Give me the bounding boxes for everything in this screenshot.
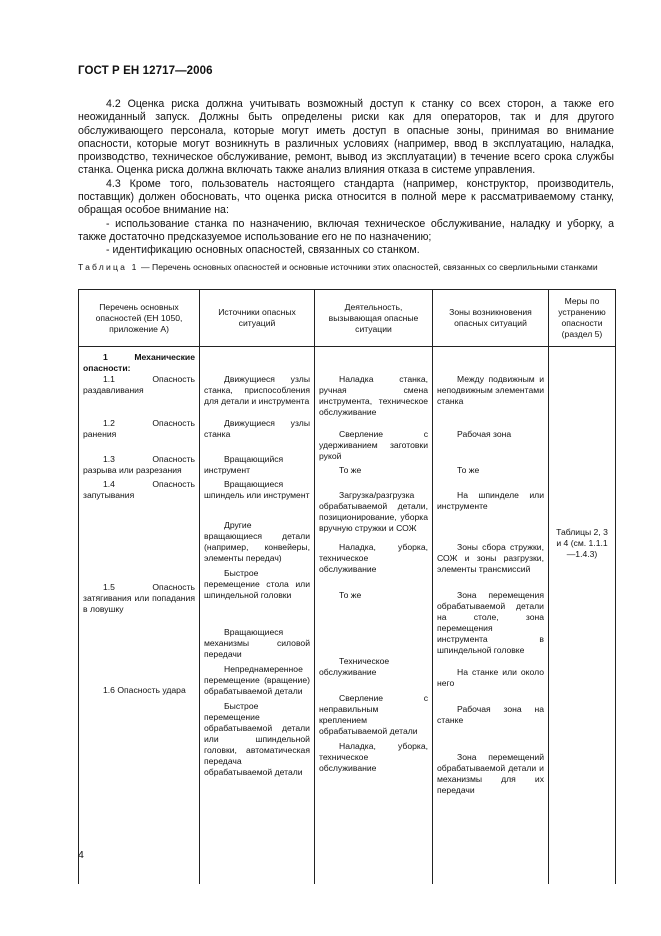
column-header: Перечень основных опасностей (ЕН 1050, приложение А)	[79, 290, 200, 347]
column-header: Источники опасных ситуаций	[200, 290, 315, 347]
hazards-table	[78, 289, 616, 884]
paragraph-4-3: 4.3 Кроме того, пользователь настоящего стандарта (например, конструктор, производитель, поставщик) должен обосновать, что оценка риска относится в полной мере к рассматриваемому станку, обращая особое внимание на:	[78, 177, 614, 217]
activity-item: Сверление с удерживанием заготовки рукой	[319, 429, 428, 461]
zone-item: Рабочая зона	[457, 429, 512, 439]
hazard-item: 1.1 Опасность раздавливания	[83, 374, 195, 395]
source-item: Вращающиеся механизмы силовой передачи	[204, 627, 310, 659]
source-item: Вращающиеся шпиндель или инструмент	[204, 479, 310, 500]
hazard-item: 1.6 Опасность удара	[103, 685, 186, 695]
bullet-item: - идентификацию основных опасностей, связанных со станком.	[106, 244, 420, 257]
source-item: Движущиеся узлы станка, приспособления для детали и инструмента	[204, 374, 310, 406]
zone-item: Зоны сбора стружки, СОЖ и зоны разгрузки, элементы трансмиссий	[437, 542, 544, 574]
hazard-item: 1.2 Опасность ранения	[83, 418, 195, 439]
zone-item: На станке или около него	[437, 667, 544, 688]
source-item: Вращающийся инструмент	[204, 454, 284, 475]
activity-item: То же	[339, 465, 362, 475]
activity-item: Наладка, уборка, техническое обслуживание	[319, 542, 428, 574]
sources-cell	[200, 347, 315, 885]
zone-item: То же	[457, 465, 480, 475]
paragraph-4-2: 4.2 Оценка риска должна учитывать возможный доступ к станку со всех сторон, а также его неожиданный запуск. Должны быть определены риски как для операторов, так и для другого обслуживающего персонала, которые могут иметь доступ в опасные зоны, принимая во внимание опасности, которые могут возникнуть в различных условиях (например, ввод в эксплуатацию, наладка, производство, техническое обслуживание, ремонт, вывод из эксплуатации) в течение всего срока службы станка. Оценка риска должна включать также анализ влияния отказа в системе управления.	[78, 98, 614, 177]
activity-item: Техническое обслуживание	[319, 656, 390, 677]
body-text	[78, 98, 614, 258]
zone-item: На шпинделе или инструменте	[437, 490, 544, 511]
measures-cell	[549, 347, 616, 885]
zone-item: Между подвижным и неподвижным элементами станка	[437, 374, 544, 406]
column-header: Меры по устранению опасности (раздел 5)	[549, 290, 616, 347]
hazard-list-cell	[79, 347, 200, 885]
table-caption	[78, 262, 614, 273]
table-header-row	[79, 290, 616, 347]
table-caption-label: Таблица 1	[78, 262, 139, 272]
column-header: Деятельность, вызывающая опасные ситуации	[315, 290, 433, 347]
document-header: ГОСТ Р ЕН 12717—2006	[78, 65, 213, 77]
group-title: 1 Механические опасности:	[83, 352, 195, 373]
table-caption-text: — Перечень основных опасностей и основные источники этих опасностей, связанных со сверлильными станками	[138, 262, 598, 272]
source-item: Другие вращающиеся детали (например, конвейеры, элементы передач)	[204, 520, 310, 563]
activities-cell	[315, 347, 433, 885]
bullet-item: - использование станка по назначению, включая техническое обслуживание, наладку и уборку, а также достаточно предсказуемое использование его не по назначению;	[78, 217, 614, 243]
activity-item: Загрузка/разгрузка обрабатываемой детали, позиционирование, уборка вручную стружки и СОЖ	[319, 490, 428, 533]
activity-item: Наладка станка, ручная смена инструмента, техническое обслуживание	[319, 374, 428, 417]
table-row	[79, 347, 616, 885]
source-item: Быстрое перемещение стола или шпиндельной головки	[204, 568, 310, 600]
hazard-item: 1.3 Опасность разрыва или разрезания	[83, 454, 195, 475]
activity-item: То же	[339, 590, 362, 600]
column-header: Зоны возникновения опасных ситуаций	[433, 290, 549, 347]
hazard-item: 1.4 Опасность запутывания	[83, 479, 195, 500]
zone-item: Зона перемещений обрабатываемой детали и механизмы для их передачи	[437, 752, 544, 795]
activity-item: Наладка, уборка, техническое обслуживание	[319, 741, 428, 773]
page-number: 4	[78, 849, 84, 861]
zones-cell	[433, 347, 549, 885]
activity-item: Сверление с неправильным креплением обрабатываемой детали	[319, 693, 428, 736]
source-item: Непреднамеренное перемещение (вращение) обрабатываемой детали	[204, 664, 310, 696]
zone-item: Рабочая зона на станке	[437, 704, 544, 725]
source-item: Быстрое перемещение обрабатываемой детали или шпиндельной головки, автоматическая передача обрабатываемой детали	[204, 701, 310, 777]
source-item: Движущиеся узлы станка	[204, 418, 310, 439]
zone-item: Зона перемещения обрабатываемой детали на столе, зона перемещения инструмента в шпиндельной головке	[437, 590, 544, 655]
measures-text: Таблицы 2, 3 и 4 (см. 1.1.1—1.4.3)	[556, 527, 608, 559]
hazard-item: 1.5 Опасность затягивания или попадания в ловушку	[83, 582, 195, 614]
